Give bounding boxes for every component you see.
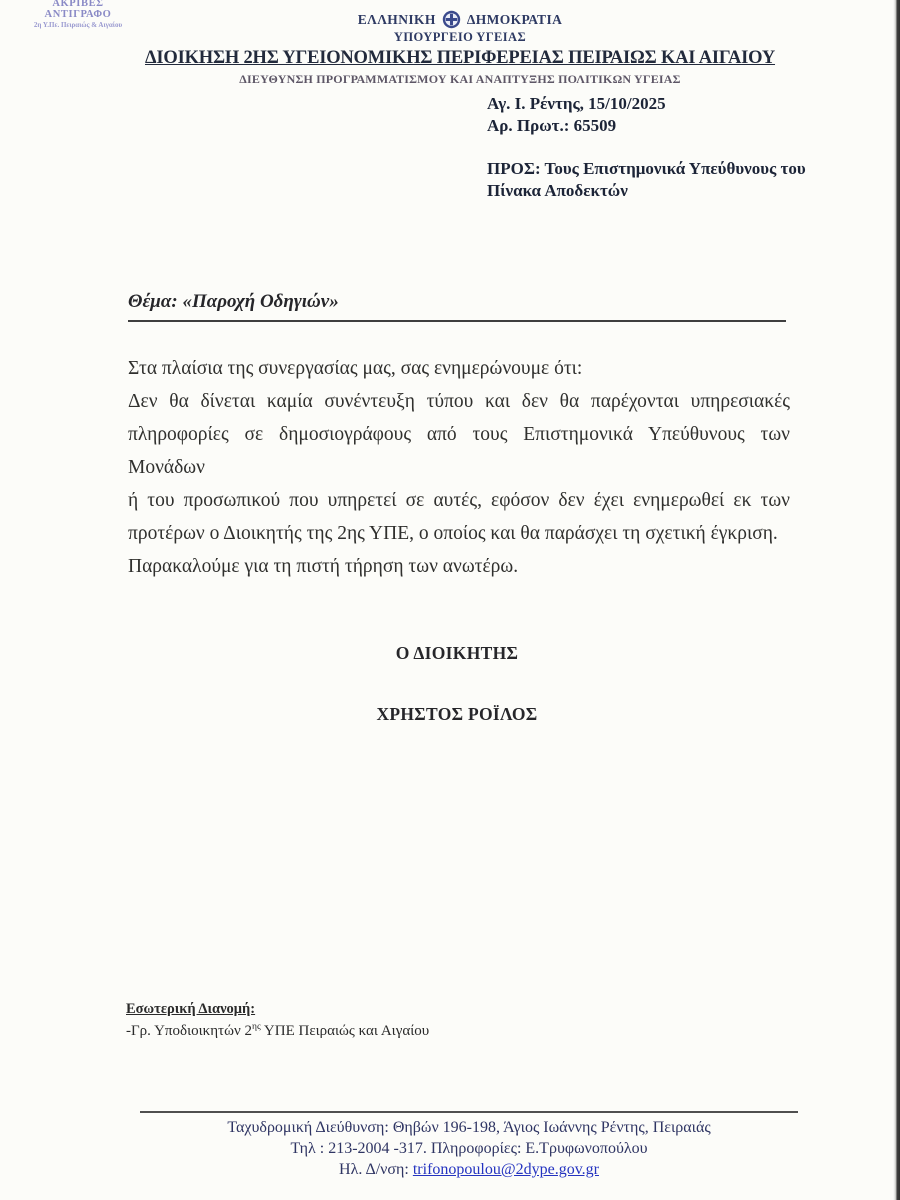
republic-left-text: ΕΛΛΗΝΙΚΗ (357, 11, 436, 27)
body-line: Δεν θα δίνεται καμία συνέντευξη τύπου και δεν θα παρέχονται υπηρεσιακές (128, 391, 790, 412)
subject-line (128, 291, 786, 322)
internal-item-suffix: ΥΠΕ Πειραιώς και Αιγαίου (260, 1023, 430, 1039)
letter-body (128, 352, 790, 583)
letterhead (60, 10, 860, 87)
internal-distribution (126, 1001, 429, 1040)
place-date: Αγ. Ι. Ρέντης, 15/10/2025 (487, 94, 666, 113)
state-emblem-icon (442, 10, 461, 29)
footer-email-line (110, 1159, 828, 1180)
ministry-line: ΥΠΟΥΡΓΕΙΟ ΥΓΕΙΑΣ (393, 30, 527, 44)
internal-item-superscript: ης (251, 1022, 261, 1032)
body-line: ή του προσωπικού που υπηρετεί σε αυτές, εφόσον δεν έχει ενημερωθεί εκ των (128, 490, 790, 511)
stamp-certified-copy-label: ΑΚΡΙΒΕΣ ΑΝΤΙΓΡΑΦΟ (44, 0, 112, 20)
signatory-name: ΧΡΗΣΤΟΣ ΡΟΪΛΟΣ (376, 704, 538, 724)
footer-phone: Τηλ : 213-2004 -317. Πληροφορίες: Ε.Τρυφωνοπούλου (290, 1140, 648, 1157)
stamp-authority-label: 2η Υ.Πε. Πειραιώς & Αιγαίου (33, 21, 123, 29)
footer-address: Ταχυδρομική Διεύθυνση: Θηβών 196-198, Άγιος Ιωάννης Ρέντης, Πειραιάς (227, 1119, 711, 1136)
recipient-line-1: ΠΡΟΣ: Τους Επιστημονικά Υπεύθυνους του (487, 159, 806, 178)
internal-distribution-heading: Εσωτερική Διανομή: (126, 1001, 256, 1017)
body-closing: Παρακαλούμε για τη πιστή τήρηση των ανωτέρω. (128, 556, 519, 577)
body-intro: Στα πλαίσια της συνεργασίας μας, σας ενημερώνουμε ότι: (128, 358, 583, 379)
subject-text: Θέμα: «Παροχή Οδηγιών» (128, 291, 339, 312)
administration-line: ΔΙΟΙΚΗΣΗ 2ΗΣ ΥΓΕΙΟΝΟΜΙΚΗΣ ΠΕΡΙΦΕΡΕΙΑΣ ΠΕΙΡΑΙΩΣ ΚΑΙ ΑΙΓΑΙΟΥ (144, 48, 776, 68)
directorate-line: ΔΙΕΥΘΥΝΣΗ ΠΡΟΓΡΑΜΜΑΤΙΣΜΟΥ ΚΑΙ ΑΝΑΠΤΥΞΗΣ ΠΟΛΙΤΙΚΩΝ ΥΓΕΙΑΣ (239, 72, 681, 86)
meta-block (487, 93, 867, 202)
internal-item-prefix: -Γρ. Υποδιοικητών 2 (126, 1023, 252, 1039)
signatory-title: Ο ΔΙΟΙΚΗΤΗΣ (395, 643, 519, 663)
footer-email-link[interactable]: trifonopoulou@2dype.gov.gr (412, 1161, 599, 1178)
page-edge-shadow (893, 0, 900, 1200)
protocol-number: Αρ. Πρωτ.: 65509 (487, 116, 617, 135)
footer-email-label: Ηλ. Δ/νση: (339, 1161, 413, 1178)
body-line: πληροφορίες σε δημοσιογράφους από τους Επιστημονικά Υπεύθυνους των Μονάδων (128, 424, 790, 478)
body-line: προτέρων ο Διοικητής της 2ης ΥΠΕ, ο οποίος και θα παράσχει τη σχετική έγκριση. (128, 523, 778, 544)
footer-contact-block (110, 1117, 828, 1180)
recipient-line-2: Πίνακα Αποδεκτών (487, 181, 628, 200)
republic-right-text: ΔΗΜΟΚΡΑΤΙΑ (466, 11, 563, 27)
hellenic-republic-line (60, 10, 860, 29)
internal-distribution-item (126, 1022, 429, 1040)
footer-divider (140, 1111, 798, 1113)
